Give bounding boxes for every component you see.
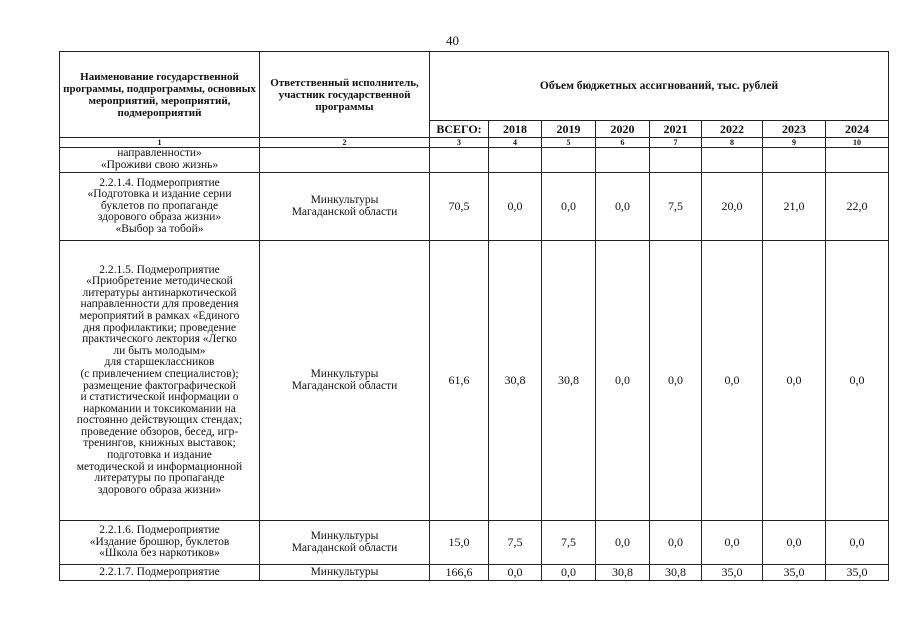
row-executor-cell [260,521,430,565]
row-name-line: направленности для проведения [80,298,239,311]
value-cell: 35,0 [826,565,889,581]
row-name-line: «Выбор за тобой» [115,222,204,235]
value-cell: 0,0 [763,521,826,565]
row-executor-cell [260,173,430,241]
header-year: 2020 [596,121,650,138]
column-index: 2 [260,138,430,148]
value-cell: 30,8 [650,565,702,581]
value-cell: 30,8 [489,241,542,521]
table-row [60,241,889,521]
value-cell: 0,0 [489,173,542,241]
column-index: 4 [489,138,542,148]
column-index: 5 [542,138,596,148]
row-name-line: «Школа без наркотиков» [99,547,220,560]
row-executor-line: Магаданской области [291,541,398,554]
empty-cell [763,148,826,173]
column-index: 3 [430,138,489,148]
header-year: 2021 [650,121,702,138]
value-total: 166,6 [430,565,489,581]
row-executor-line: Минкультуры [310,367,379,380]
continuation-line: направленности» [117,147,202,160]
row-name-cell [60,241,260,521]
row-name-line: «Издание брошюр, буклетов [89,535,230,548]
value-cell: 0,0 [702,521,763,565]
row-name-line: (с привлечением специалистов); [80,367,239,380]
budget-table [59,51,889,581]
continuation-line: «Проживи свою жизнь» [100,159,219,171]
row-name-line: дня профилактики; проведение [82,321,237,334]
row-executor-line: Магаданской области [291,379,398,392]
page-number: 40 [446,33,459,48]
column-index-row [60,138,889,148]
header-year: 2019 [542,121,596,138]
header-year: 2018 [489,121,542,138]
row-name-line: литературы по пропаганде [94,472,225,485]
row-name-line: для старшеклассников [104,356,215,369]
header-year: 2024 [826,121,889,138]
value-cell: 0,0 [650,521,702,565]
value-cell: 0,0 [702,241,763,521]
column-index: 9 [763,138,826,148]
row-name-line: здорового образа жизни» [97,483,222,496]
column-index: 7 [650,138,702,148]
row-name-line: тренингов, книжных выставок; [83,437,236,450]
row-name-line: мероприятий в рамках «Единого [79,309,240,322]
row-name-line: размещение фактографической [83,379,236,392]
continuation-name-cell [60,148,260,173]
empty-cell [489,148,542,173]
row-executor-line: Минкультуры [310,193,379,206]
value-cell: 7,5 [542,521,596,565]
value-cell: 0,0 [596,241,650,521]
header-year: 2022 [702,121,763,138]
row-name-line: 2.2.1.5. Подмероприятие [99,263,220,276]
header-row [60,52,889,121]
header-year: 2023 [763,121,826,138]
value-cell: 21,0 [763,173,826,241]
value-cell: 20,0 [702,173,763,241]
value-total: 15,0 [430,521,489,565]
value-total: 70,5 [430,173,489,241]
header-executor: Ответственный исполнитель, участник государственной программы [260,52,430,138]
row-executor-cell [260,241,430,521]
value-cell: 0,0 [596,173,650,241]
header-name: Наименование государственной программы, подпрограммы, основных мероприятий, мероприятий, подмероприятий [60,52,260,138]
row-executor-cell [260,565,430,581]
value-cell: 0,0 [542,173,596,241]
empty-cell [826,148,889,173]
row-name-cell [60,565,260,581]
row-name-line: 2.2.1.7. Подмероприятие [99,565,220,578]
table-row [60,565,889,581]
value-cell: 0,0 [650,241,702,521]
column-index: 1 [60,138,260,148]
row-name-line: ли быть молодым» [113,344,206,357]
value-cell: 0,0 [763,241,826,521]
header-budget: Объем бюджетных ассигнований, тыс. рублей [430,52,889,121]
row-name-line: подготовка и издание [107,449,212,462]
row-name-cell [60,173,260,241]
empty-cell [650,148,702,173]
row-name-cell [60,521,260,565]
value-cell: 30,8 [596,565,650,581]
empty-cell [542,148,596,173]
empty-cell [596,148,650,173]
value-cell: 0,0 [542,565,596,581]
value-cell: 0,0 [826,521,889,565]
row-name-line: постоянно действующих стендах; [76,414,243,427]
empty-cell [702,148,763,173]
value-total: 61,6 [430,241,489,521]
row-name-line: и статистической информации о [80,391,239,404]
value-cell: 35,0 [702,565,763,581]
row-executor-line: Минкультуры [310,565,379,578]
row-name-line: литературы антинаркотической [82,286,237,299]
row-executor-line: Минкультуры [310,529,379,542]
empty-cell [430,148,489,173]
row-name-line: «Приобретение методической [86,275,233,288]
table-row [60,173,889,241]
value-cell: 35,0 [763,565,826,581]
continuation-row [60,148,889,173]
row-name-line: 2.2.1.6. Подмероприятие [99,524,220,537]
column-index: 8 [702,138,763,148]
empty-cell [260,148,430,173]
value-cell: 0,0 [489,565,542,581]
row-name-line: проведение обзоров, бесед, игр- [80,425,239,438]
value-cell: 0,0 [826,241,889,521]
row-name-line: «Подготовка и издание серии [87,188,232,201]
header-total: ВСЕГО: [430,121,489,138]
row-name-line: буклетов по пропаганде [100,199,219,212]
table-row [60,521,889,565]
row-name-line: методической и информационной [76,460,243,473]
value-cell: 7,5 [489,521,542,565]
row-executor-line: Магаданской области [291,205,398,218]
column-index: 6 [596,138,650,148]
value-cell: 7,5 [650,173,702,241]
value-cell: 0,0 [596,521,650,565]
row-name-line: практического лектория «Легко [82,333,237,346]
value-cell: 30,8 [542,241,596,521]
row-name-line: 2.2.1.4. Подмероприятие [99,176,220,189]
row-name-line: здорового образа жизни» [97,211,222,224]
value-cell: 22,0 [826,173,889,241]
row-name-line: наркомании и токсикомании на [83,402,236,415]
column-index: 10 [826,138,889,148]
